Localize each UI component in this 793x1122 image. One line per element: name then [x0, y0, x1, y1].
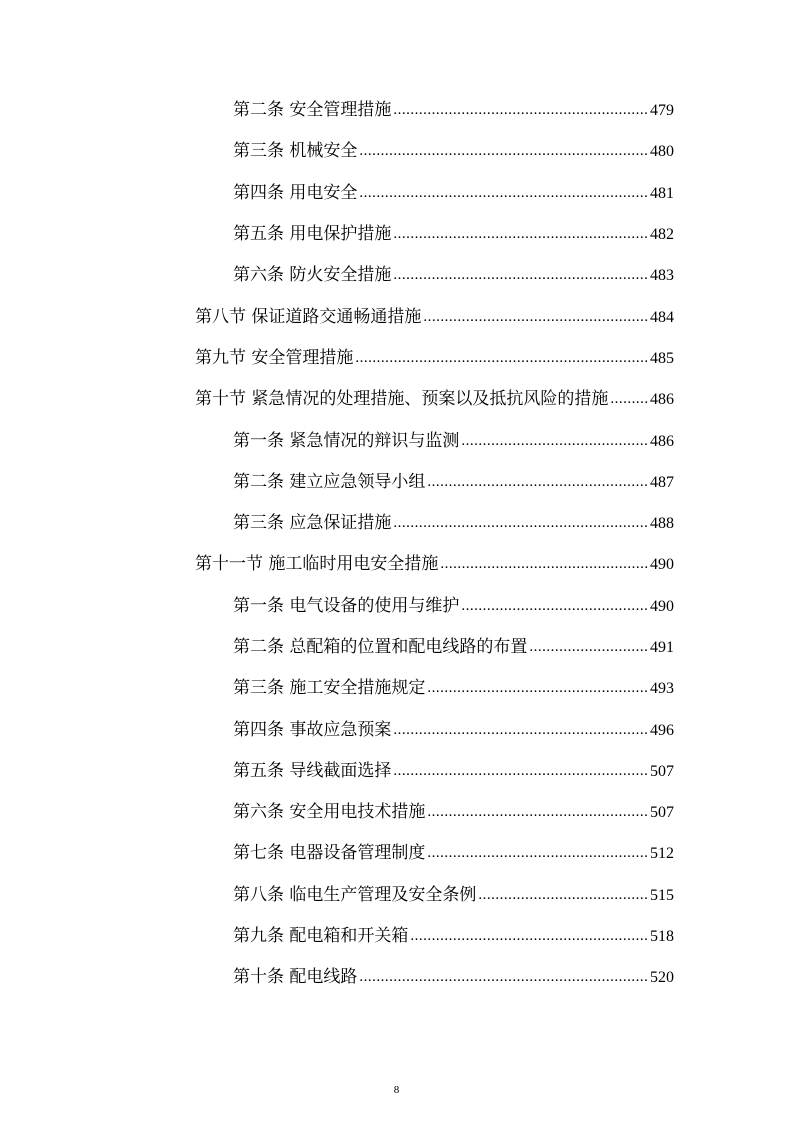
toc-entry[interactable]: [0, 792, 793, 833]
toc-entry-page: 518: [650, 928, 674, 946]
toc-leader-dots: [359, 131, 649, 172]
toc-entry[interactable]: [0, 503, 793, 544]
toc-entry-page: 484: [650, 308, 674, 326]
toc-leader-dots: [478, 875, 649, 916]
toc-entry-label: 第四条 事故应急预案: [233, 719, 392, 740]
toc-entry-label: 第六条 安全用电技术措施: [233, 802, 426, 823]
toc-leader-dots: [461, 586, 649, 627]
toc-entry-page: 507: [650, 804, 674, 822]
toc-entry-label: 第一条 紧急情况的辩识与监测: [233, 430, 460, 451]
toc-entry-label: 第一条 电气设备的使用与维护: [233, 595, 460, 616]
toc-entry-page: 486: [650, 391, 674, 409]
toc-entry-label: 第十一节 施工临时用电安全措施: [195, 554, 439, 575]
toc-entry-label: 第八节 保证道路交通畅通措施: [195, 306, 422, 327]
toc-leader-dots: [427, 668, 649, 709]
toc-entry-page: 481: [650, 184, 674, 202]
toc-entry[interactable]: [0, 462, 793, 503]
toc-entry-page: 512: [650, 845, 674, 863]
toc-leader-dots: [440, 544, 649, 585]
toc-leader-dots: [461, 421, 649, 462]
toc-entry-page: 491: [650, 639, 674, 656]
toc-entry[interactable]: [0, 90, 793, 131]
toc-leader-dots: [529, 627, 649, 668]
toc-entry[interactable]: [0, 916, 793, 957]
toc-entry-page: 520: [650, 969, 674, 987]
toc-entry[interactable]: [0, 668, 793, 709]
toc-entry-label: 第二条 总配箱的位置和配电线路的布置: [233, 637, 528, 657]
toc-entry[interactable]: [0, 173, 793, 214]
toc-entry-page: 496: [650, 721, 674, 739]
toc-entry[interactable]: [0, 709, 793, 750]
toc-entry-label: 第九节 安全管理措施: [195, 347, 354, 368]
toc-entry-label: 第六条 防火安全措施: [233, 265, 392, 286]
toc-entry-label: 第二条 安全管理措施: [233, 100, 392, 121]
toc-entry[interactable]: [0, 131, 793, 172]
toc-entry-label: 第十节 紧急情况的处理措施、预案以及抵抗风险的措施: [195, 389, 609, 410]
toc-entry-label: 第五条 用电保护措施: [233, 224, 392, 245]
toc-leader-dots: [427, 833, 649, 874]
toc-entry[interactable]: [0, 957, 793, 998]
toc-entry[interactable]: [0, 751, 793, 792]
toc-entry-label: 第七条 电器设备管理制度: [233, 843, 426, 864]
table-of-contents: [0, 90, 793, 999]
toc-entry-label: 第九条 配电箱和开关箱: [233, 926, 409, 947]
toc-leader-dots: [427, 462, 649, 503]
toc-leader-dots: [393, 751, 649, 792]
toc-entry-label: 第八条 临电生产管理及安全条例: [233, 884, 477, 905]
toc-leader-dots: [427, 792, 649, 833]
toc-entry[interactable]: [0, 544, 793, 585]
toc-leader-dots: [359, 957, 649, 998]
toc-entry[interactable]: [0, 255, 793, 296]
toc-leader-dots: [410, 916, 649, 957]
toc-entry-label: 第三条 施工安全措施规定: [233, 678, 426, 699]
toc-entry-label: 第三条 机械安全: [233, 141, 358, 162]
toc-entry[interactable]: [0, 627, 793, 668]
toc-entry[interactable]: [0, 338, 793, 379]
toc-leader-dots: [393, 503, 649, 544]
toc-entry-page: 482: [650, 226, 674, 244]
toc-entry-page: 485: [650, 349, 674, 367]
toc-entry[interactable]: [0, 214, 793, 255]
toc-entry[interactable]: [0, 296, 793, 337]
toc-entry-label: 第十条 配电线路: [233, 967, 358, 988]
toc-entry-page: 487: [650, 473, 674, 491]
toc-leader-dots: [423, 297, 649, 338]
toc-entry-page: 479: [650, 102, 674, 120]
toc-entry-page: 486: [650, 432, 674, 450]
toc-entry[interactable]: [0, 379, 793, 420]
toc-entry-page: 515: [650, 886, 674, 904]
toc-entry[interactable]: [0, 420, 793, 461]
toc-entry-page: 490: [650, 597, 674, 615]
toc-entry-label: 第三条 应急保证措施: [233, 513, 392, 534]
toc-entry-label: 第四条 用电安全: [233, 182, 358, 203]
toc-entry-page: 483: [650, 267, 674, 285]
toc-leader-dots: [393, 255, 649, 296]
toc-entry-label: 第二条 建立应急领导小组: [233, 471, 426, 492]
toc-leader-dots: [359, 173, 649, 214]
toc-entry-page: 493: [650, 680, 674, 698]
toc-entry-page: 480: [650, 143, 674, 161]
toc-leader-dots: [393, 710, 649, 751]
toc-entry[interactable]: [0, 586, 793, 627]
toc-entry-page: 490: [650, 556, 674, 574]
page-number: 8: [393, 1084, 400, 1096]
toc-entry-label: 第五条 导线截面选择: [233, 760, 392, 781]
toc-entry-page: 488: [650, 515, 674, 533]
toc-leader-dots: [610, 379, 649, 420]
toc-entry[interactable]: [0, 833, 793, 874]
toc-entry[interactable]: [0, 875, 793, 916]
toc-leader-dots: [393, 214, 649, 255]
toc-entry-page: 507: [650, 762, 674, 780]
toc-leader-dots: [393, 90, 649, 131]
toc-leader-dots: [355, 338, 649, 379]
